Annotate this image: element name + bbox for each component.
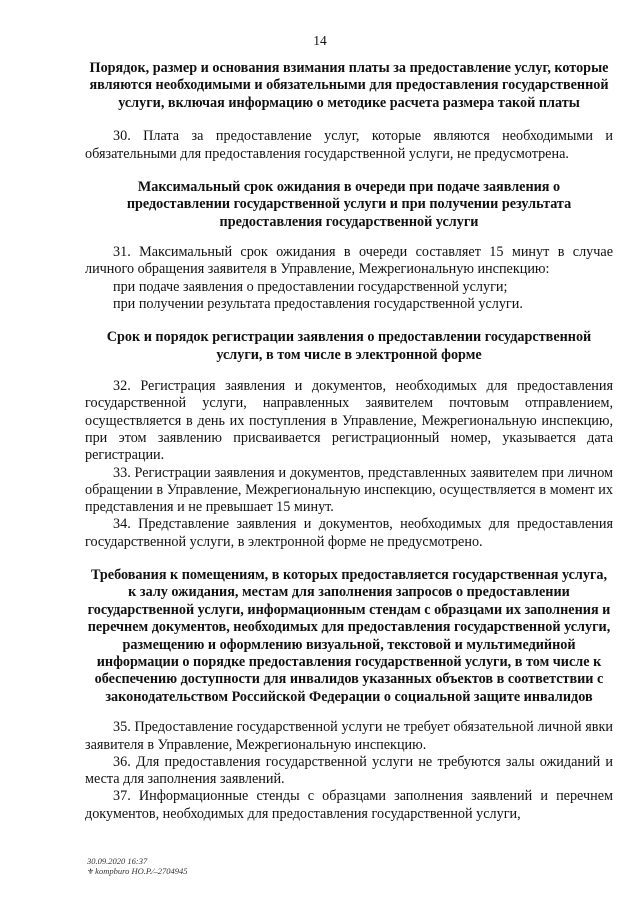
footer-signature-id: kompburo HO.P.⁄–2704945 <box>95 866 188 876</box>
emblem-icon: ⚜ <box>87 867 95 876</box>
paragraph-35: 35. Предоставление государственной услуги не требует обязательной личной явки заявителя в Управление, Межрегиональную инспекцию. <box>85 719 613 753</box>
page-number: 14 <box>313 33 327 48</box>
document-body <box>85 60 613 823</box>
paragraph-34: 34. Представление заявления и документов, необходимых для предоставления государственной услуги, в электронной форме не предусмотрено. <box>85 516 613 550</box>
paragraph-30: 30. Плата за предоставление услуг, которые являются необходимыми и обязательными для предоставления государственной услуги, не предусмотрена. <box>85 128 613 162</box>
paragraph-36: 36. Для предоставления государственной услуги не требуются залы ожиданий и места для заполнения заявлений. <box>85 753 613 788</box>
paragraph-33: 33. Регистрации заявления и документов, представленных заявителем при личном обращении в Управление, Межрегиональную инспекцию, осуществляется в момент их представления и не превышает 15 минут. <box>85 464 613 516</box>
paragraph-37: 37. Информационные стенды с образцами заполнения заявлений и перечнем документов, необходимых для предоставления государственной услуги, <box>85 788 613 822</box>
list-item: при подаче заявления о предоставлении государственной услуги; <box>113 278 508 295</box>
section-heading-queue: Максимальный срок ожидания в очереди при подаче заявления о предоставлении государственной услуги и при получении результата предоставления государственной услуги <box>126 178 572 230</box>
list-item: при получении результата предоставления государственной услуги. <box>113 295 523 312</box>
footer-timestamp: 30.09.2020 16:37 <box>87 856 148 866</box>
footer-signature <box>87 866 188 877</box>
paragraph-31: 31. Максимальный срок ожидания в очереди составляет 15 минут в случае личного обращения заявителя в Управление, Межрегиональную инспекцию: <box>85 244 613 278</box>
paragraph-32: 32. Регистрация заявления и документов, необходимых для предоставления государственной услуги, направленных заявителем почтовым отправлением, осуществляется в день их поступления в Управление, Межрегиональную инспекцию, при этом заявлению присваивается регистрационный номер, указывается дата регистрации. <box>85 378 613 464</box>
section-heading-fee: Порядок, размер и основания взимания платы за предоставление услуг, которые являются необходимыми и обязательными для предоставления государственной услуги, включая информацию о методике расчета размера такой платы <box>89 60 609 111</box>
section-heading-registration: Срок и порядок регистрации заявления о предоставлении государственной услуги, в том числе в электронной форме <box>106 329 592 363</box>
document-footer <box>87 856 188 877</box>
section-heading-premises: Требования к помещениям, в которых предоставляется государственная услуга, к залу ожидания, местам для заполнения запросов о предоставлении государственной услуги, информационным стендам с образцами их заполнения и перечнем документов, необходимых для предоставления государственной услуги, размещению и оформлению визуальной, текстовой и мультимедийной информации о порядке предоставления государственной услуги, в том числе к обеспечению доступности для инвалидов указанных объектов в соответствии с законодательством Российской Федерации о социальной защите инвалидов <box>87 567 611 705</box>
